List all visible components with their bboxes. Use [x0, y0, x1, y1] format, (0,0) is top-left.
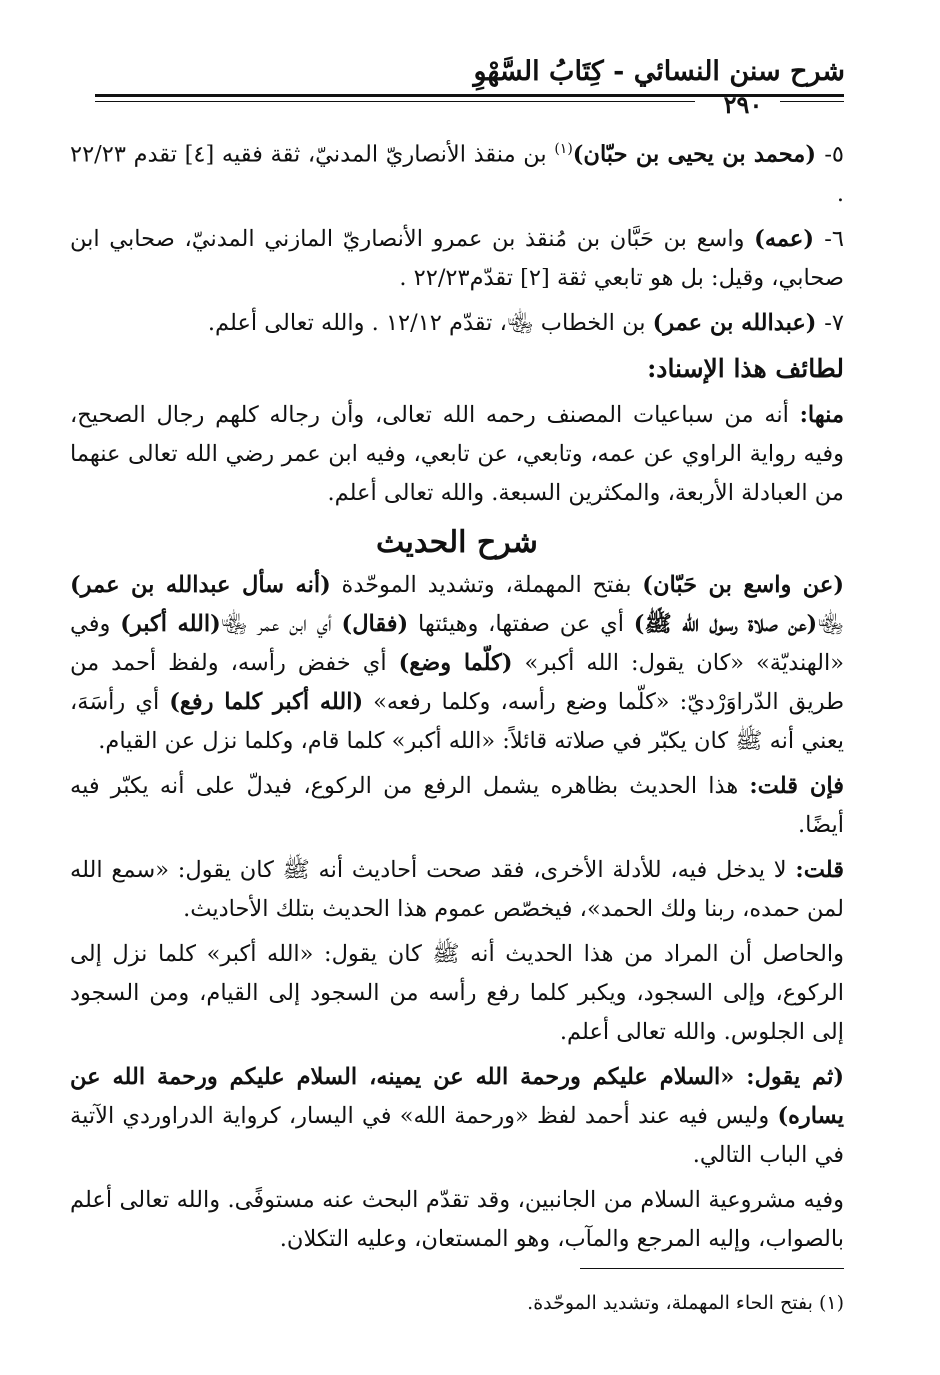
sharh-answer [70, 851, 844, 929]
sharh-paragraph-1 [70, 566, 844, 761]
sharh-paragraph-6: وفيه مشروعية السلام من الجانبين، وقد تقدّم البحث عنه مستوفًى. والله تعالى أعلم بالصواب، وإليه المرجع والمآب، وهو المستعان، وعليه التكلان. [70, 1186, 844, 1252]
commentary-run: وفي «الهنديّة» «كان يقول: الله أكبر» [70, 610, 844, 676]
narrator-footnote-ref: (١) [554, 141, 573, 157]
bold-quote-run: (فقال) [341, 610, 409, 637]
page-body [70, 130, 844, 1265]
commentary-run: أي ابن عمر ﵄ [220, 610, 342, 637]
lataif-text: أنه من سباعيات المصنف رحمه الله تعالى، وأن رجاله كلهم رجال الصحيح، وفيه رواية الراوي عن عمه، وتابعي، عن تابعي، وفيه ابن عمر رضي الله تعالى عنهما من العبادلة الأربعة، والمكثرين السبعة. والله تعالى أعلم. [70, 401, 844, 506]
bold-quote-run: (الله أكبر) [120, 610, 221, 637]
sharh-paragraph-5 [70, 1058, 844, 1175]
footnote: (١) بفتح الحاء المهملة، وتشديد الموحّدة. [527, 1292, 844, 1314]
lataif-heading: لطائف هذا الإسناد: [647, 353, 844, 383]
narrator-entry [70, 130, 844, 214]
bold-quote-run: (الله أكبر كلما رفع) [169, 688, 364, 715]
narrator-details: واسع بن حَبَّان بن مُنقذ بن عمرو الأنصاريّ المازني المدنيّ، صحابي ابن صحابي، وقيل: بل هو تابعي ثقة [٢] تقدّم٢٢/٢٣ . [70, 225, 844, 291]
commentary-run: أي رأسَهَ، يعني أنه ﷺ كان يكبّر في صلاته قائلاً: «الله أكبر» كلما قام، وكلما نزل عن القيام. [70, 688, 844, 754]
header-rule-short-thin [780, 101, 844, 102]
answer-lead: قلت: [795, 856, 844, 883]
running-header-title: شرح سنن النسائي - كِتَابُ السَّهْوِ [473, 56, 845, 87]
question-lead: فإن قلت: [749, 772, 844, 799]
commentary-run: بفتح المهملة، وتشديد الموحّدة [330, 571, 643, 598]
narrator-name: (عبدالله بن عمر) [652, 309, 825, 336]
narrator-entry [70, 304, 844, 343]
header-rule-long-thin [95, 101, 695, 102]
narrator-number: ٥- [824, 141, 845, 168]
header-rule-short [780, 94, 844, 97]
narrator-name: (عمه) [754, 225, 825, 252]
sharh-question [70, 767, 844, 845]
question-text: هذا الحديث بظاهره يشمل الرفع من الركوع، فيدلّ على أنه يكبّر فيه أيضًا. [70, 772, 844, 838]
narrator-details: بن الخطاب ﵄، تقدّم ١٢/١٢ . والله تعالى أعلم. [207, 309, 653, 336]
narrator-entry [70, 220, 844, 298]
page-number: ٢٩٠ [723, 90, 763, 119]
bold-quote-run: (عن واسع بن حَبّان) [642, 571, 844, 598]
narrator-details: بن منقذ الأنصاريّ المدنيّ، ثقة فقيه [٤] تقدم ٢٢/٢٣ . [70, 141, 844, 207]
lataif-paragraph [70, 396, 844, 513]
commentary-run: أي عن صفتها، وهيئتها [408, 610, 634, 637]
commentary-run: وليس فيه عند أحمد لفظ «ورحمة الله» في اليسار، كرواية الدراوردي الآتية في الباب التالي. [70, 1102, 844, 1168]
answer-text: لا يدخل فيه، للأدلة الأخرى، فقد صحت أحاديث أنه ﷺ كان يقول: «سمع الله لمن حمده، ربنا ولك الحمد»، فيخصّص عموم هذا الحديث بتلك الأحاديث. [70, 856, 844, 922]
bold-quote-run: (كلّما وضع) [398, 649, 513, 676]
narrator-name: (محمد بن يحيى بن حبّان) [572, 141, 825, 168]
sharh-paragraph-4: والحاصل أن المراد من هذا الحديث أنه ﷺ كان يقول: «الله أكبر» كلما نزل إلى الركوع، وإلى السجود، ويكبر كلما رفع رأسه من السجود إلى القيام، ومن السجود إلى الجلوس. والله تعالى أعلم. [70, 940, 844, 1045]
bold-quote-run: (أنه سأل عبدالله بن عمر) [70, 571, 331, 598]
narrator-number: ٧- [824, 309, 844, 336]
bold-quote-run: (ثم يقول: «السلام عليكم ورحمة الله عن يمينه، السلام عليكم ورحمة الله عن يساره) [70, 1063, 844, 1129]
sharh-heading: شرح الحديث [376, 524, 538, 560]
commentary-run: أي خفض رأسه، ولفظ أحمد من طريق الدّراوَرْديّ: «كلّما وضع رأسه، وكلما رفعه» [70, 649, 844, 715]
commentary-run: ﵄ [817, 610, 844, 637]
narrator-number: ٦- [824, 225, 844, 252]
bold-quote-run: (عن صلاة رسول الله ﷺ) [633, 610, 818, 637]
lataif-lead: منها: [799, 401, 844, 428]
footnote-rule [580, 1268, 844, 1269]
narrator-list [70, 130, 844, 343]
header-rule-long [95, 94, 695, 97]
